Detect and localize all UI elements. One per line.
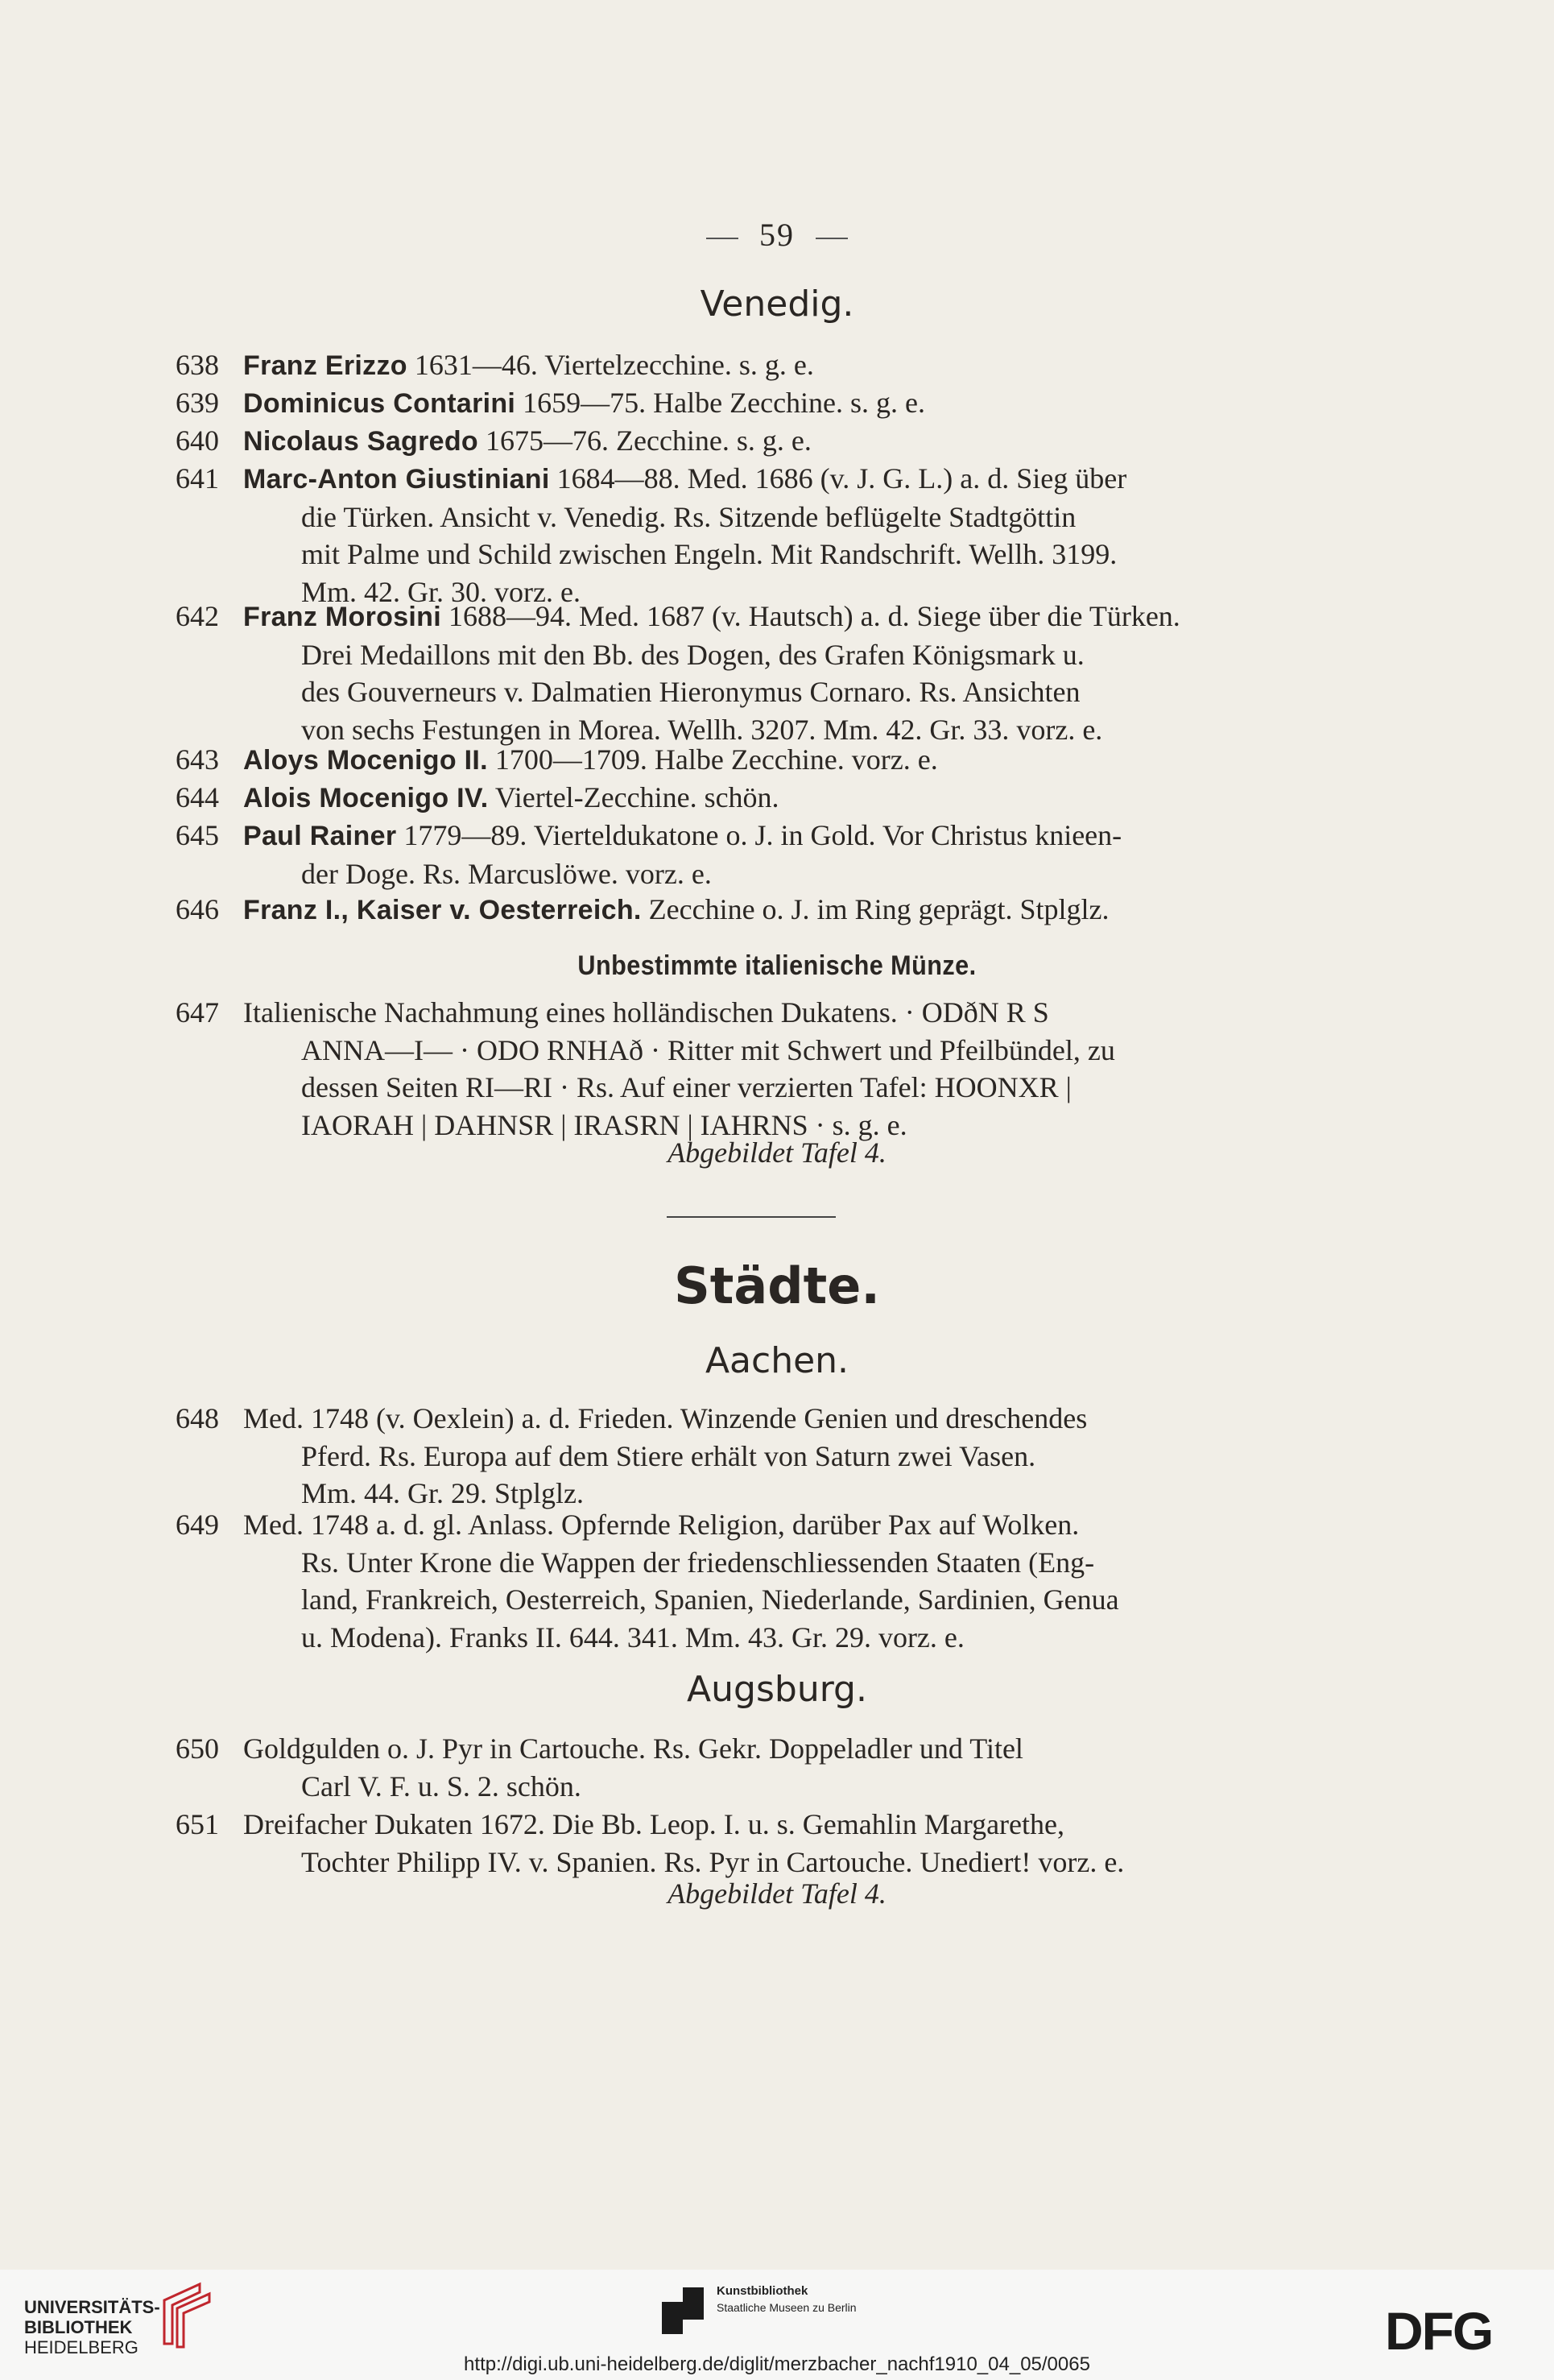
entry-650: 650 Goldgulden o. J. Pyr in Cartouche. Rs. Gekr. Doppeladler und Titel Carl V. F. u. S. 2. schön. [176, 1730, 1319, 1805]
kunstbibliothek-label: Kunstbibliothek Staatliche Museen zu Berlin [717, 2284, 857, 2314]
ub-heidelberg-emblem-icon [158, 2279, 216, 2350]
heading-venedig: Venedig. [700, 284, 854, 325]
entry-number: 646 [176, 893, 219, 925]
entry-number: 638 [176, 349, 219, 381]
ub-heidelberg-logo[interactable]: UNIVERSITÄTS- BIBLIOTHEK HEIDELBERG [24, 2297, 160, 2357]
entry-number: 642 [176, 600, 219, 632]
plate-reference: Abgebildet Tafel 4. [667, 1136, 887, 1169]
entry-639: 639 Dominicus Contarini 1659—75. Halbe Zecchine. s. g. e. [176, 384, 1319, 423]
entry-647: 647 Italienische Nachahmung eines holländischen Dukatens. · ODðN R S ANNA—I— · ODO RNHAð · Ritter mit Schwert und Pfeilbündel, zu dessen Seiten RI—RI · Rs. Auf einer verzierten Tafel: HOONXR | IAORAH | DAHNSR | IRASRN | IAHRNS · s. g. e. [176, 994, 1319, 1144]
entry-638: 638 Franz Erizzo 1631—46. Viertelzecchine. s. g. e. [176, 346, 1319, 385]
entry-number: 643 [176, 743, 219, 776]
entry-name: Marc-Anton Giustiniani [243, 464, 550, 495]
entry-name: Nicolaus Sagredo [243, 426, 478, 457]
entry-name: Aloys Mocenigo II. [243, 745, 488, 776]
entry-number: 641 [176, 462, 219, 495]
entry-name: Dominicus Contarini [243, 388, 516, 419]
entry-644: 644 Alois Mocenigo IV. Viertel-Zecchine. schön. [176, 779, 1319, 817]
entry-number: 640 [176, 424, 219, 457]
heading-unbestimmte-muenze: Unbestimmte italienische Münze. [577, 950, 977, 981]
page-number: 59 [0, 216, 1554, 254]
entry-number: 650 [176, 1732, 219, 1765]
kunstbibliothek-logo-icon [662, 2287, 707, 2336]
entry-name: Franz I., Kaiser v. Oesterreich. [243, 895, 642, 925]
dash-left [706, 238, 738, 239]
entry-number: 648 [176, 1402, 219, 1434]
section-divider [667, 1216, 836, 1218]
entry-name: Franz Erizzo [243, 350, 407, 381]
entry-name: Franz Morosini [243, 602, 441, 632]
heading-staedte: Städte. [674, 1256, 880, 1315]
entry-number: 649 [176, 1509, 219, 1541]
dfg-logo: DFG [1385, 2301, 1493, 2361]
entry-649: 649 Med. 1748 a. d. gl. Anlass. Opfernde Religion, darüber Pax auf Wolken. Rs. Unter Krone die Wappen der friedenschliessenden Staaten (Eng- land, Frankreich, Oesterreich, Spanien, Niederlande, Sardinien, Genua u. Modena). Franks II. 644. 341. Mm. 43. Gr. 29. vorz. e. [176, 1506, 1319, 1656]
entry-name: Paul Rainer [243, 821, 397, 851]
entry-642: 642 Franz Morosini 1688—94. Med. 1687 (v. Hautsch) a. d. Siege über die Türken. Drei Medaillons mit den Bb. des Dogen, des Grafen Königsmark u. des Gouverneurs v. Dalmatien Hieronymus Cornaro. Rs. Ansichten von sechs Festungen in Morea. Wellh. 3207. Mm. 42. Gr. 33. vorz. e. [176, 598, 1319, 748]
entry-number: 647 [176, 996, 219, 1029]
entry-645: 645 Paul Rainer 1779—89. Vierteldukatone o. J. in Gold. Vor Christus knieen- der Doge. Rs. Marcuslöwe. vorz. e. [176, 817, 1319, 892]
entry-name: Alois Mocenigo IV. [243, 783, 489, 813]
entry-641: 641 Marc-Anton Giustiniani 1684—88. Med. 1686 (v. J. G. L.) a. d. Sieg über die Türken. Ansicht v. Venedig. Rs. Sitzende beflügelte Stadtgöttin mit Palme und Schild zwischen Engeln. Mit Randschrift. Wellh. 3199. Mm. 42. Gr. 30. vorz. e. [176, 460, 1319, 611]
entry-number: 644 [176, 781, 219, 813]
entry-646: 646 Franz I., Kaiser v. Oesterreich. Zecchine o. J. im Ring geprägt. Stplglz. [176, 891, 1319, 929]
entry-640: 640 Nicolaus Sagredo 1675—76. Zecchine. s. g. e. [176, 422, 1319, 461]
source-url-link[interactable]: http://digi.ub.uni-heidelberg.de/diglit/merzbacher_nachf1910_04_05/0065 [464, 2353, 1090, 2375]
entry-648: 648 Med. 1748 (v. Oexlein) a. d. Frieden. Winzende Genien und dreschendes Pferd. Rs. Europa auf dem Stiere erhält von Saturn zwei Vasen. Mm. 44. Gr. 29. Stplglz. [176, 1400, 1319, 1513]
plate-reference: Abgebildet Tafel 4. [667, 1877, 887, 1910]
entry-643: 643 Aloys Mocenigo II. 1700—1709. Halbe Zecchine. vorz. e. [176, 741, 1319, 780]
entry-number: 651 [176, 1808, 219, 1840]
entry-number: 645 [176, 819, 219, 851]
dash-right [816, 238, 848, 239]
heading-augsburg: Augsburg. [687, 1669, 867, 1710]
heading-aachen: Aachen. [705, 1340, 849, 1381]
entry-651: 651 Dreifacher Dukaten 1672. Die Bb. Leop. I. u. s. Gemahlin Margarethe, Tochter Philipp IV. v. Spanien. Rs. Pyr in Cartouche. Unediert! vorz. e. [176, 1806, 1319, 1881]
entry-number: 639 [176, 387, 219, 419]
